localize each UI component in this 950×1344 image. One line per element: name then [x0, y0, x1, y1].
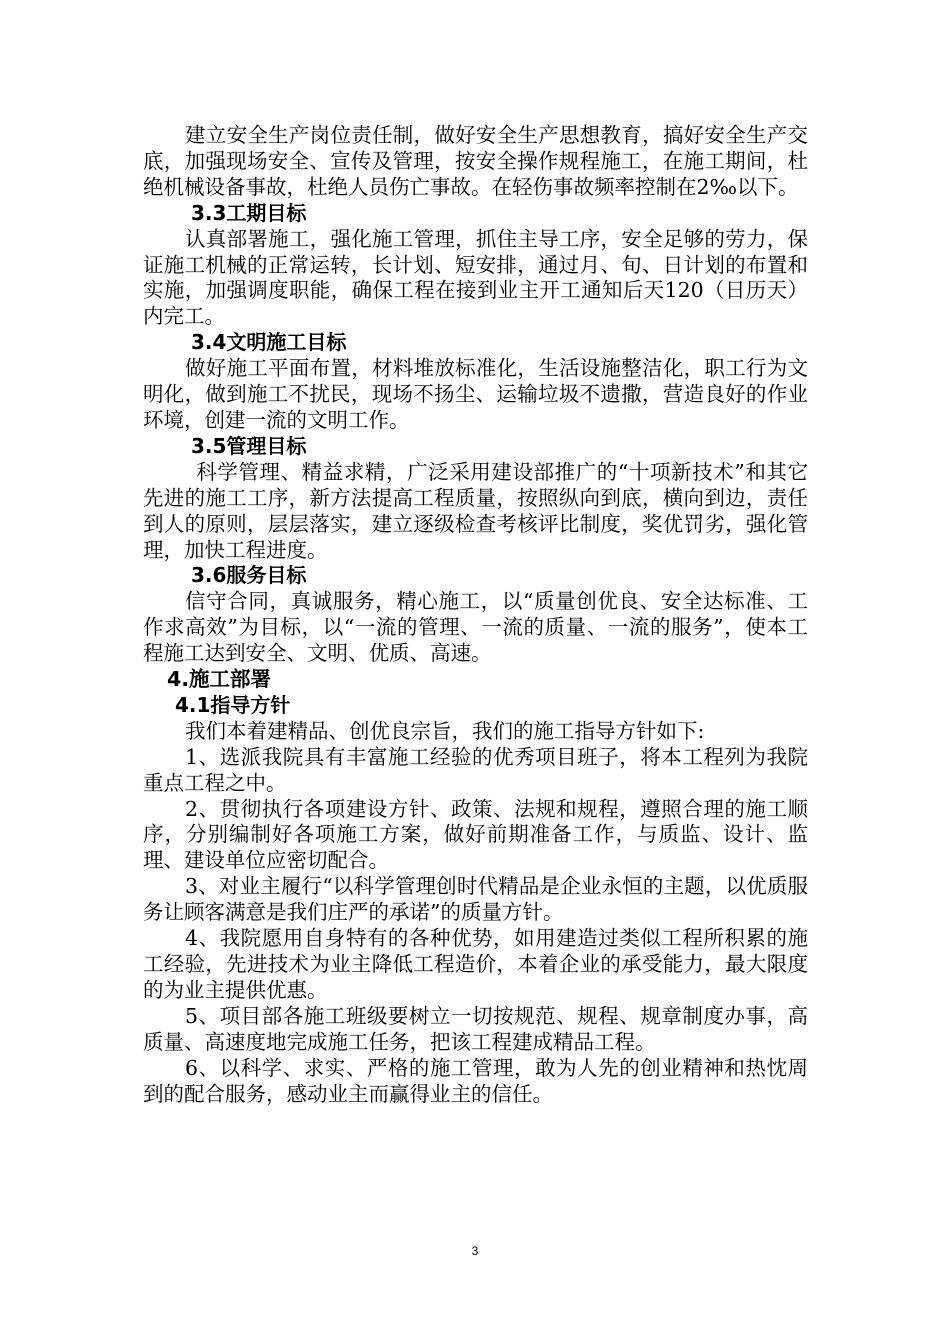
list-item-4: 4、我院愿用自身特有的各种优势，如用建造过类似工程所积累的施工经验，先进技术为业主降低工程造价，本着企业的承受能力，最大限度的为业主提供优惠。 [143, 926, 808, 1002]
list-item-6: 6、以科学、求实、严格的施工管理，敢为人先的创业精神和热忱周到的配合服务，感动业主而赢得业主的信任。 [143, 1055, 808, 1106]
list-item-3: 3、对业主履行“以科学管理创时代精品是企业永恒的主题，以优质服务让顾客满意是我们庄严的承诺”的质量方针。 [143, 874, 808, 925]
paragraph-3-3: 认真部署施工，强化施工管理，抓住主导工序，安全足够的劳力，保证施工机械的正常运转，长计划、短安排，通过月、旬、日计划的布置和实施，加强调度职能，确保工程在接到业主开工通知后天120（日历天）内完工。 [143, 226, 808, 329]
paragraph-4-1-intro: 我们本着建精品、创优良宗旨，我们的施工指导方针如下: [185, 718, 705, 743]
list-item-5: 5、项目部各施工班级要树立一切按规范、规程、规章制度办事，高质量、高速度地完成施工任务，把该工程建成精品工程。 [143, 1003, 808, 1054]
paragraph-3-5: 科学管理、精益求精，广泛采用建设部推广的“十项新技术”和其它先进的施工工序，新方法提高工程质量，按照纵向到底，横向到边，责任到人的原则，层层落实，建立逐级检查考核评比制度，奖优罚劣，强化管理，加快工程进度。 [143, 459, 808, 562]
heading-3-6: 3.6服务目标 [191, 563, 307, 588]
heading-4-1: 4.1指导方针 [175, 692, 291, 717]
paragraph-3-4: 做好施工平面布置，材料堆放标准化，生活设施整洁化，职工行为文明化，做到施工不扰民，现场不扬尘、运输垃圾不遗撒，营造良好的作业环境，创建一流的文明工作。 [143, 356, 808, 432]
heading-3-5: 3.5管理目标 [191, 433, 307, 458]
list-item-1: 1、选派我院具有丰富施工经验的优秀项目班子，将本工程列为我院重点工程之中。 [143, 744, 808, 795]
heading-3-3: 3.3工期目标 [191, 200, 307, 225]
page-body [143, 123, 808, 1107]
heading-4: 4.施工部署 [167, 667, 272, 692]
heading-3-4: 3.4文明施工目标 [191, 330, 347, 355]
paragraph-3-6: 信守合同，真诚服务，精心施工，以“质量创优良、安全达标准、工作求高效”为目标，以“一流的管理、一流的质量、一流的服务”，使本工程施工达到安全、文明、优质、高速。 [143, 589, 808, 666]
list-item-2: 2、贯彻执行各项建设方针、政策、法规和规程，遵照合理的施工顺序，分别编制好各项施工方案，做好前期准备工作，与质监、设计、监理、建设单位应密切配合。 [143, 796, 808, 873]
safety-paragraph: 建立安全生产岗位责任制，做好安全生产思想教育，搞好安全生产交底，加强现场安全、宣传及管理，按安全操作规程施工，在施工期间，杜绝机械设备事故，杜绝人员伤亡事故。在轻伤事故频率控制在2‰以下。 [143, 123, 808, 199]
page-number: 3 [471, 1244, 479, 1258]
